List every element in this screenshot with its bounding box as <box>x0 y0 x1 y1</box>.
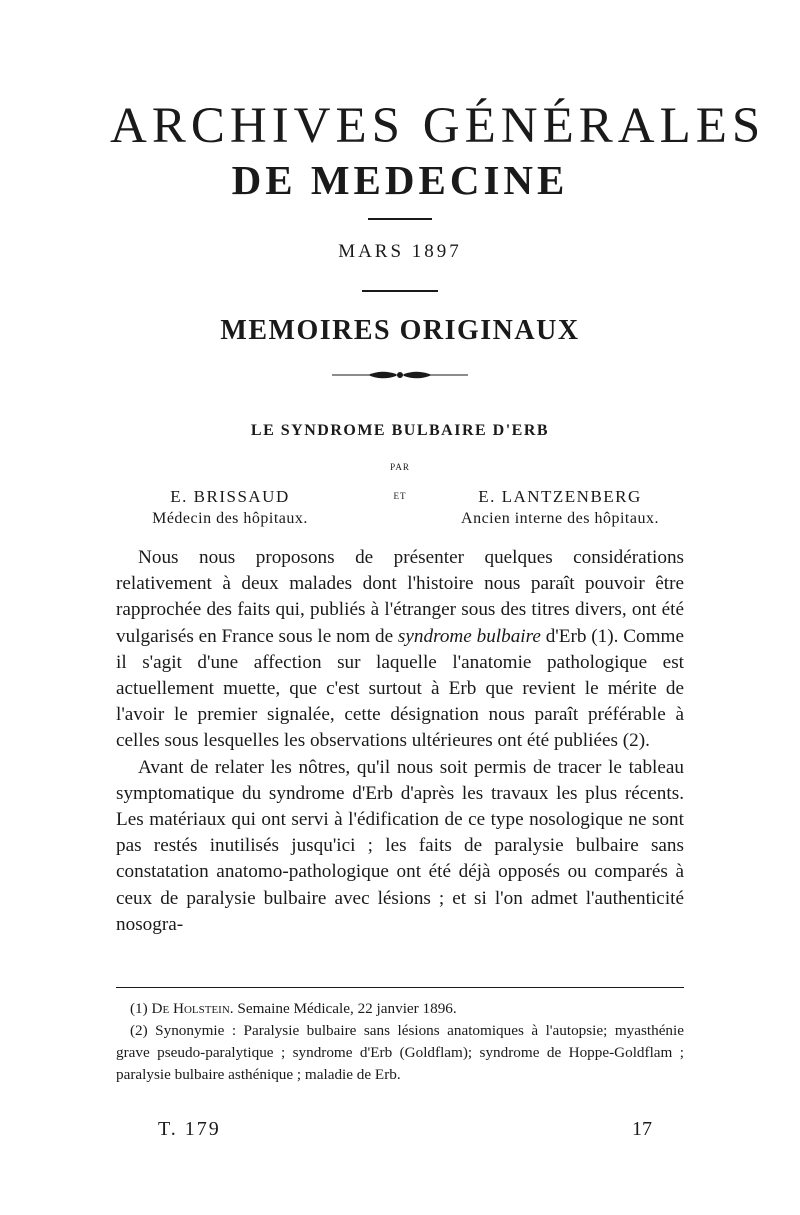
footnote-divider <box>116 987 684 988</box>
and-label: ET <box>393 491 407 501</box>
author-block <box>440 486 680 530</box>
section-title: MEMOIRES ORIGINAUX <box>220 315 580 346</box>
ornament-divider-icon <box>330 366 470 384</box>
footnote-author: De Holstein <box>151 1000 230 1017</box>
emphasis-term: syndrome bulbaire <box>397 625 541 647</box>
journal-title: ARCHIVES GÉNÉRALES <box>110 98 766 154</box>
title-divider <box>368 218 432 220</box>
author-block <box>130 486 330 530</box>
paragraph: Avant de relater les nôtres, qu'il nous soit permis de tracer le tableau symptomatique du syndrome d'Erb d'après les travaux les plus récents. Les matériaux qui ont servi à l'édification de ce type nosologique ne sont pas restés inutilisés jusqu'ici ; les faits de paralysie bulbaire sans constatation anatomo-pathologique ont été déjà opposés ou comparés à ceux de paralysie bulbaire avec lésions ; et si l'on admet l'authenticité nosogra- <box>116 756 684 935</box>
issue-date: MARS 1897 <box>338 241 462 262</box>
author-role: Ancien interne des hôpitaux. <box>461 510 659 527</box>
footnotes <box>116 998 684 1086</box>
date-divider <box>362 290 438 292</box>
by-label: PAR <box>390 462 410 472</box>
article-title: LE SYNDROME BULBAIRE D'ERB <box>250 422 550 439</box>
page-number: 17 <box>632 1118 652 1140</box>
author-name: E. LANTZENBERG <box>478 487 642 506</box>
paragraph: Nous nous proposons de présenter quelques considérations relativement à deux malades dont l'histoire nous paraît pouvoir être rapprochée des faits qui, publiés à l'étranger sous des titres divers, ont été vulgarisés en France sous le nom de syndrome bulbaire d'Erb (1). Comme il s'agit d'une affection sur laquelle l'anatomie pathologique est actuellement muette, que c'est surtout à Erb que revient le mérite de l'avoir le premier signalée, cette désignation nous paraît préférable à celles sous lesquelles les observations ultérieures ont été publiées (2). <box>116 547 684 752</box>
footnote: (2) Synonymie : Paralysie bulbaire sans lésions anatomiques à l'autopsie; myasthénie grave pseudo-paralytique ; syndrome d'Erb (Goldflam); syndrome de Hoppe-Goldflam ; paralysie bulbaire asthénique ; maladie de Erb. <box>116 1022 684 1083</box>
author-role: Médecin des hôpitaux. <box>152 510 308 527</box>
journal-subtitle: DE MEDECINE <box>231 157 569 203</box>
footnote: (1) De Holstein. Semaine Médicale, 22 janvier 1896. <box>130 1000 457 1017</box>
author-name: E. BRISSAUD <box>170 487 290 506</box>
volume-label: T. 179 <box>158 1118 221 1140</box>
article-body <box>116 545 684 938</box>
